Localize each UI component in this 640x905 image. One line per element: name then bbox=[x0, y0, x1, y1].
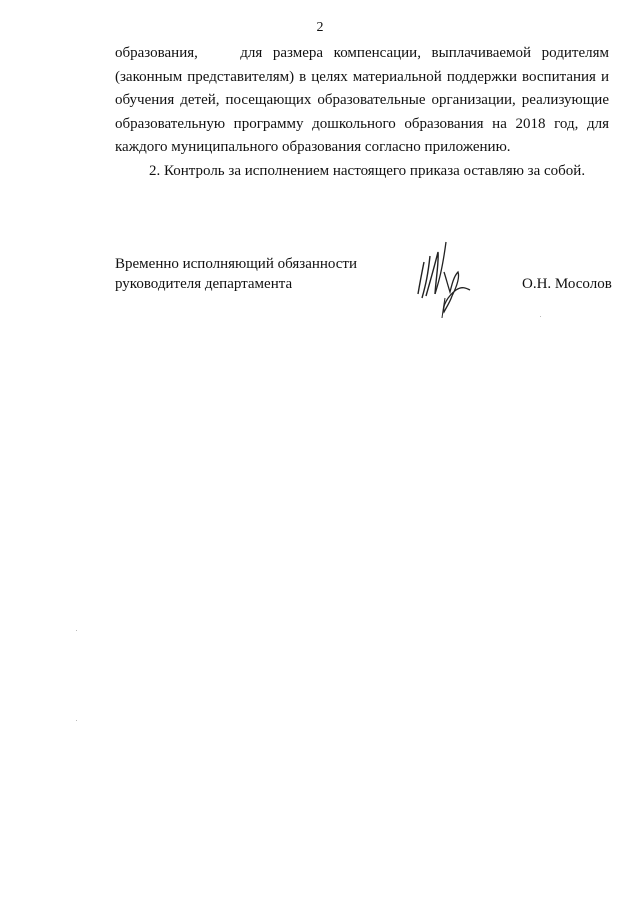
scan-speck bbox=[540, 316, 541, 317]
scan-speck bbox=[76, 720, 77, 721]
handwritten-signature bbox=[408, 232, 478, 322]
signatory-position-line-2: руководителя департамента bbox=[115, 276, 293, 292]
page-number: 2 bbox=[316, 20, 324, 35]
paragraph-item-2: 2. Контроль за исполнением настоящего приказа оставляю за собой. bbox=[149, 162, 586, 179]
body-text bbox=[115, 42, 609, 183]
scan-speck bbox=[76, 630, 77, 631]
signatory-position-line-1: Временно исполняющий обязанности bbox=[115, 256, 358, 272]
paragraph-continuation: образования, для размера компенсации, выплачиваемой родителям (законным представителям) в целях материальной поддержки воспитания и обучения детей, посещающих образовательные организации, реализующие образовательную программу дошкольного образования на 2018 год, для каждого муниципального образования согласно приложению. bbox=[115, 45, 609, 155]
signatory-name: О.Н. Мосолов bbox=[522, 276, 612, 292]
signatory-position bbox=[115, 254, 357, 294]
